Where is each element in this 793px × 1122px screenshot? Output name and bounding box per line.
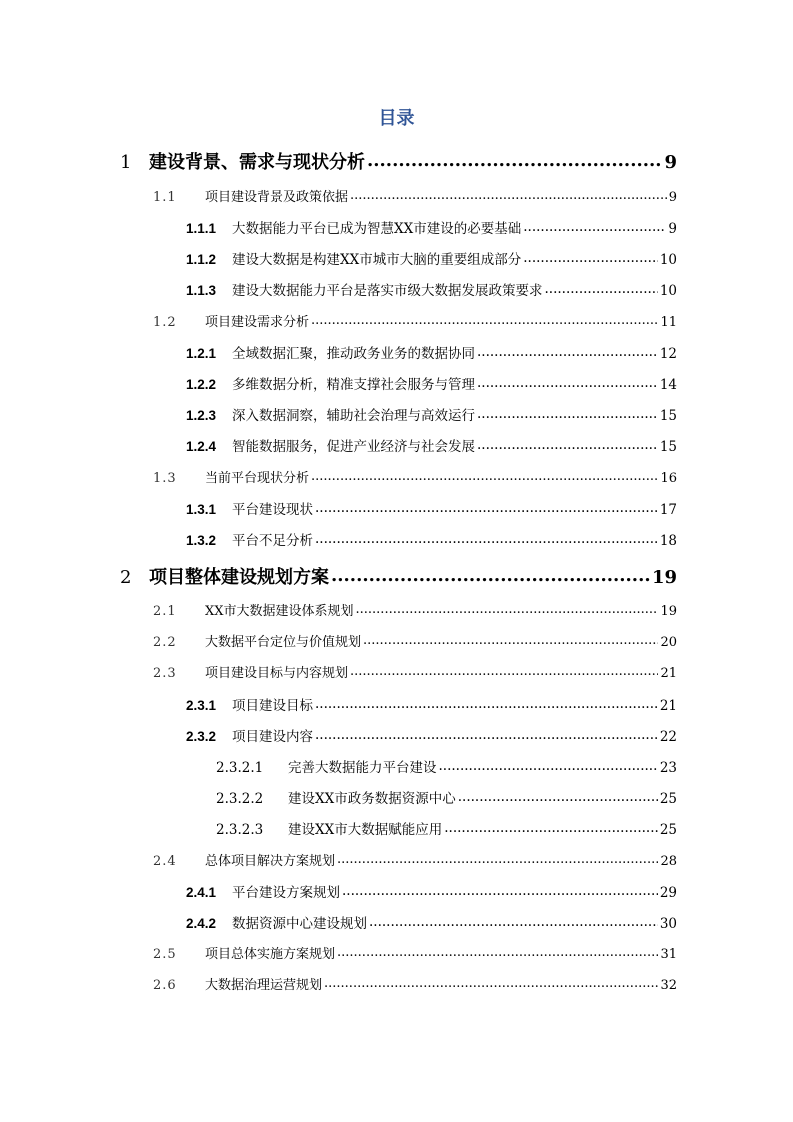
- toc-entry-level-3[interactable]: [186, 694, 677, 714]
- toc-entry-title: 总体项目解决方案规划: [205, 854, 336, 869]
- toc-entry-page-number: 22: [659, 729, 677, 745]
- toc-entry-title: 项目整体建设规划方案: [149, 567, 329, 588]
- dot-leader: [545, 282, 658, 296]
- dot-leader: [350, 664, 658, 677]
- toc-entry-level-2[interactable]: [153, 943, 677, 962]
- toc-entry-page-number: 18: [659, 533, 677, 549]
- toc-entry-number: 2.4.2: [186, 916, 217, 931]
- dot-leader: [315, 501, 658, 515]
- toc-entry-title: 平台建设现状: [232, 502, 313, 518]
- toc-entry-title: 智能数据服务，促进产业经济与社会发展: [232, 439, 475, 455]
- toc-entry-number: 1.1: [153, 190, 177, 205]
- toc-entry-level-3[interactable]: [186, 248, 677, 268]
- toc-entry-number: 1.3.2: [186, 533, 217, 548]
- toc-entry-page-number: 21: [660, 666, 677, 681]
- toc-entry-page-number: 28: [660, 854, 677, 869]
- toc-entry-level-1[interactable]: [120, 148, 677, 174]
- toc-entry-title: 建设背景、需求与现状分析: [149, 152, 365, 173]
- dot-leader: [311, 469, 658, 482]
- toc-entry-page-number: 19: [660, 604, 677, 619]
- toc-entry-level-3[interactable]: [186, 342, 677, 362]
- toc-entry-level-2[interactable]: [153, 600, 677, 619]
- toc-entry-page-number: 32: [660, 978, 677, 993]
- toc-entry-level-2[interactable]: [153, 974, 677, 993]
- toc-title: 目录: [378, 108, 415, 129]
- toc-entry-number: 2.3.2.1: [216, 760, 264, 776]
- toc-entry-level-3[interactable]: [186, 217, 677, 237]
- toc-entry-title: 项目建设需求分析: [205, 315, 310, 330]
- toc-entry-title: 大数据能力平台已成为智慧XX市建设的必要基础: [232, 221, 522, 237]
- dot-leader: [315, 697, 658, 711]
- dot-leader: [350, 188, 667, 201]
- toc-entry-level-3[interactable]: [186, 529, 677, 549]
- toc-entry-number: 1.3.1: [186, 502, 217, 517]
- toc-entry-title: 建设XX市大数据赋能应用: [288, 822, 443, 838]
- dot-leader: [477, 376, 658, 390]
- toc-entry-page-number: 14: [659, 377, 677, 393]
- toc-entry-page-number: 19: [651, 567, 677, 588]
- toc-entry-number: 2.3.2.3: [216, 822, 264, 838]
- toc-entry-title: 完善大数据能力平台建设: [288, 760, 437, 776]
- toc-entry-level-3[interactable]: [186, 373, 677, 393]
- toc-entry-page-number: 12: [659, 346, 677, 362]
- toc-entry-level-3[interactable]: [186, 435, 677, 455]
- toc-entry-level-2[interactable]: [153, 662, 677, 681]
- toc-entry-title: 建设大数据能力平台是落实市级大数据发展政策要求: [232, 283, 543, 299]
- dot-leader: [523, 220, 666, 234]
- toc-entry-title: 项目建设背景及政策依据: [205, 190, 349, 205]
- toc-entry-page-number: 9: [664, 152, 677, 173]
- toc-entry-level-3[interactable]: [186, 404, 677, 424]
- toc-entry-level-3[interactable]: [186, 279, 677, 299]
- toc-entry-level-2[interactable]: [153, 311, 677, 330]
- dot-leader: [356, 602, 659, 615]
- toc-entry-page-number: 15: [659, 408, 677, 424]
- toc-entry-level-2[interactable]: [153, 631, 677, 650]
- toc-entry-title: 全域数据汇聚，推动政务业务的数据协同: [232, 346, 475, 362]
- dot-leader: [477, 438, 658, 452]
- dot-leader: [324, 976, 658, 989]
- toc-entry-number: 1.2.3: [186, 408, 217, 423]
- toc-entry-page-number: 20: [660, 635, 677, 650]
- toc-entry-page-number: 10: [659, 252, 677, 268]
- toc-entry-number: 2.2: [153, 635, 177, 650]
- dot-leader: [458, 790, 658, 804]
- toc-entry-number: 1.3: [153, 471, 177, 486]
- toc-entry-title: XX市大数据建设体系规划: [205, 604, 354, 619]
- toc-entry-title: 项目建设目标: [232, 698, 313, 714]
- toc-entry-number: 1.1.3: [186, 283, 217, 298]
- toc-entry-page-number: 9: [668, 221, 677, 237]
- toc-entry-page-number: 15: [659, 439, 677, 455]
- toc-entry-level-4[interactable]: [216, 787, 677, 807]
- toc-entry-page-number: 23: [659, 760, 677, 776]
- toc-entry-level-3[interactable]: [186, 912, 677, 932]
- toc-entry-title: 大数据治理运营规划: [205, 978, 323, 993]
- toc-entry-page-number: 25: [659, 791, 677, 807]
- dot-leader: [477, 345, 658, 359]
- toc-entry-title: 当前平台现状分析: [205, 471, 310, 486]
- toc-entry-number: 1.1.2: [186, 252, 217, 267]
- dot-leader: [315, 532, 658, 546]
- toc-entry-page-number: 11: [660, 315, 677, 330]
- toc-entry-level-1[interactable]: [120, 563, 677, 589]
- dot-leader: [311, 313, 658, 326]
- toc-entry-number: 2.3.2.2: [216, 791, 264, 807]
- toc-entry-title: 深入数据洞察，辅助社会治理与高效运行: [232, 408, 475, 424]
- toc-entry-page-number: 16: [660, 471, 677, 486]
- toc-entry-page-number: 25: [659, 822, 677, 838]
- dot-leader: [444, 821, 658, 835]
- toc-entry-title: 项目总体实施方案规划: [205, 947, 336, 962]
- toc-entry-number: 2.1: [153, 604, 177, 619]
- toc-entry-number: 2.3: [153, 666, 177, 681]
- dot-leader: [369, 915, 658, 929]
- toc-entry-title: 平台建设方案规划: [232, 885, 340, 901]
- toc-entry-level-3[interactable]: [186, 498, 677, 518]
- toc-entry-page-number: 30: [659, 916, 677, 932]
- dot-leader: [363, 633, 658, 646]
- toc-entry-number: 2.3.2: [186, 729, 217, 744]
- toc-entry-number: 1.2.1: [186, 346, 217, 361]
- toc-entry-title: 平台不足分析: [232, 533, 313, 549]
- toc-entry-level-3[interactable]: [186, 725, 677, 745]
- toc-entry-number: 2.3.1: [186, 698, 217, 713]
- dot-leader: [331, 565, 650, 583]
- toc-entry-level-4[interactable]: [216, 818, 677, 838]
- dot-leader: [342, 884, 658, 898]
- toc-entry-number: 1.2.2: [186, 377, 217, 392]
- dot-leader: [337, 945, 658, 958]
- dot-leader: [337, 852, 658, 865]
- dot-leader: [477, 407, 658, 421]
- toc-entry-number: 2.5: [153, 947, 177, 962]
- toc-entry-level-2[interactable]: [153, 467, 677, 486]
- toc-entry-number: 2.4.1: [186, 885, 217, 900]
- toc-entry-page-number: 10: [659, 283, 677, 299]
- dot-leader: [367, 150, 662, 168]
- toc-entry-level-4[interactable]: [216, 756, 677, 776]
- dot-leader: [315, 728, 658, 742]
- toc-entry-page-number: 9: [668, 190, 677, 205]
- toc-entry-number: 2.6: [153, 978, 177, 993]
- toc-entry-title: 项目建设内容: [232, 729, 313, 745]
- toc-entry-number: 2: [120, 567, 132, 588]
- toc-entry-title: 建设大数据是构建XX市城市大脑的重要组成部分: [232, 252, 522, 268]
- toc-entry-title: 数据资源中心建设规划: [232, 916, 367, 932]
- toc-entry-level-3[interactable]: [186, 881, 677, 901]
- dot-leader: [523, 251, 658, 265]
- dot-leader: [439, 759, 658, 773]
- toc-entry-level-2[interactable]: [153, 186, 677, 205]
- toc-entry-number: 2.4: [153, 854, 177, 869]
- toc-entry-number: 1: [120, 152, 132, 173]
- toc-entry-title: 多维数据分析，精准支撑社会服务与管理: [232, 377, 475, 393]
- toc-entry-title: 项目建设目标与内容规划: [205, 666, 349, 681]
- toc-entry-page-number: 17: [659, 502, 677, 518]
- toc-entry-number: 1.1.1: [186, 221, 217, 236]
- toc-entry-page-number: 21: [659, 698, 677, 714]
- toc-entry-title: 建设XX市政务数据资源中心: [288, 791, 456, 807]
- toc-entry-number: 1.2.4: [186, 439, 217, 454]
- toc-entry-page-number: 31: [660, 947, 677, 962]
- toc-entry-number: 1.2: [153, 315, 177, 330]
- toc-entry-page-number: 29: [659, 885, 677, 901]
- toc-entry-title: 大数据平台定位与价值规划: [205, 635, 362, 650]
- toc-entry-level-2[interactable]: [153, 850, 677, 869]
